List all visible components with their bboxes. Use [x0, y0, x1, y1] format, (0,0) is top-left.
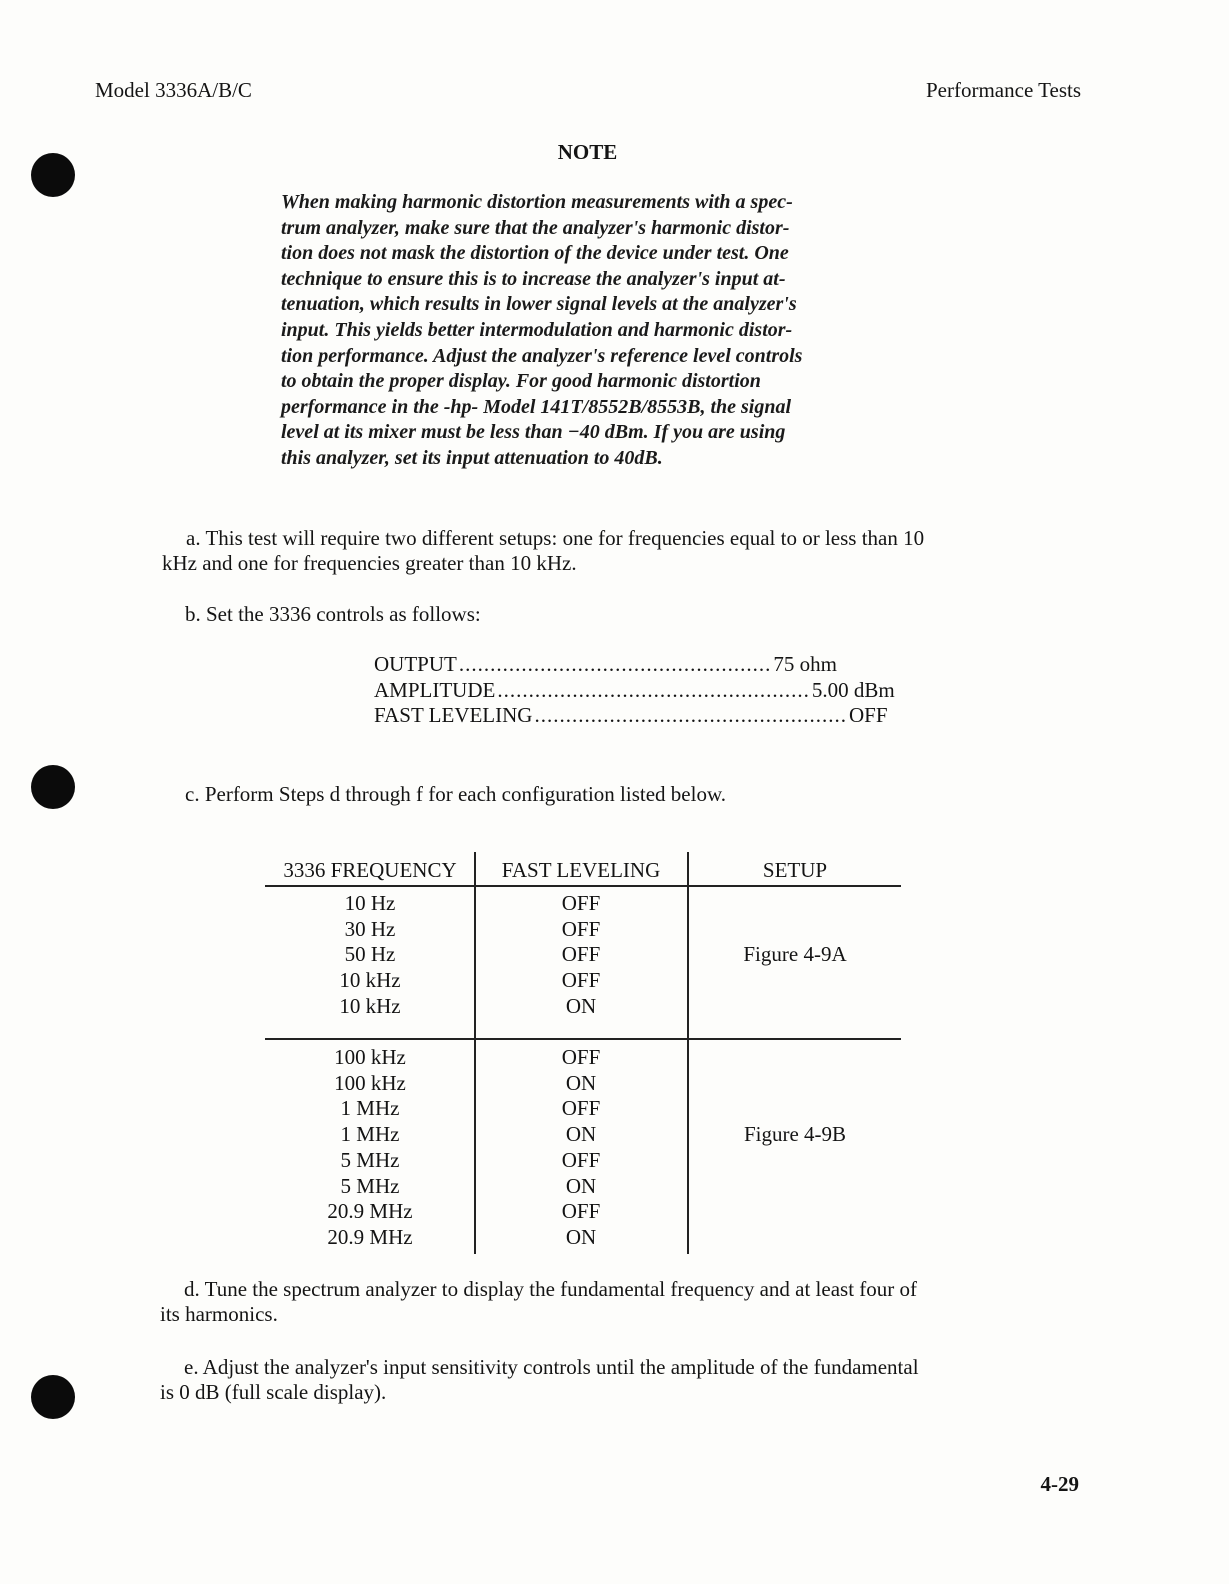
table-header-setup: SETUP [762, 858, 828, 882]
group2-frequencies [266, 1045, 474, 1251]
step-d-line2: its harmonics. [160, 1302, 278, 1326]
table-cell: ON [565, 1070, 597, 1095]
table-cell: OFF [561, 1096, 601, 1121]
setting-output [374, 652, 837, 678]
note-line: to obtain the proper display. For good harmonic distortion [281, 370, 761, 393]
table-header-fast-leveling: FAST LEVELING [501, 858, 661, 882]
table-cell: ON [565, 1173, 597, 1198]
table-cell: 10 Hz [344, 891, 396, 915]
header-section: Performance Tests [925, 78, 1081, 102]
note-line: level at its mixer must be less than −40 dBm. If you are using [281, 421, 786, 444]
settings-list [374, 652, 895, 729]
punch-hole-middle [31, 765, 75, 809]
table-header-rule [265, 885, 901, 887]
table-cell: 30 Hz [344, 916, 396, 941]
table-cell: OFF [561, 942, 601, 967]
leader-dots: .................................................. [458, 652, 772, 676]
table-vertical-rule-2 [687, 852, 689, 1254]
group1-frequencies [266, 891, 474, 1020]
table-cell: 1 MHz [340, 1122, 400, 1147]
table-cell: OFF [561, 968, 601, 993]
table-cell: OFF [561, 1147, 601, 1172]
page-number: 4-29 [1040, 1472, 1079, 1496]
step-c: c. Perform Steps d through f for each configuration listed below. [185, 782, 726, 806]
note-line: technique to ensure this is to increase the analyzer's input at- [281, 267, 786, 290]
table-cell: 20.9 MHz [327, 1224, 413, 1249]
step-d-line1: d. Tune the spectrum analyzer to display the fundamental frequency and at least four of [184, 1277, 918, 1301]
table-cell: ON [565, 1224, 597, 1249]
step-a [162, 526, 924, 576]
note-line: input. This yields better intermodulation and harmonic distor- [281, 318, 793, 341]
table-group-rule [265, 1038, 901, 1040]
step-e [160, 1355, 919, 1405]
group1-setup: Figure 4-9A [743, 942, 847, 966]
group2-setup: Figure 4-9B [743, 1122, 847, 1146]
note-body [281, 190, 901, 472]
table-cell: OFF [561, 1045, 601, 1069]
table-cell: OFF [561, 916, 601, 941]
step-e-line1: e. Adjust the analyzer's input sensitivity controls until the amplitude of the fundamental [184, 1355, 919, 1379]
note-line: trum analyzer, make sure that the analyzer's harmonic distor- [281, 216, 790, 239]
punch-hole-bottom [31, 1375, 75, 1419]
setting-value: 75 ohm [773, 652, 837, 676]
table-cell: ON [565, 993, 597, 1018]
table-header-frequency: 3336 FREQUENCY [283, 858, 457, 882]
table-cell: 20.9 MHz [327, 1199, 413, 1224]
step-e-line2: is 0 dB (full scale display). [160, 1380, 387, 1404]
table-cell: 10 kHz [339, 993, 401, 1018]
note-line: tion does not mask the distortion of the device under test. One [281, 242, 789, 265]
table-cell: 50 Hz [344, 942, 396, 967]
step-a-line2: kHz and one for frequencies greater than 10 kHz. [162, 551, 577, 575]
group1-leveling [476, 891, 686, 1020]
note-title: NOTE [557, 140, 618, 164]
table-cell: ON [565, 1122, 597, 1147]
setting-value: OFF [848, 703, 888, 727]
table-cell: 100 kHz [334, 1070, 406, 1095]
table-cell: 5 MHz [340, 1173, 400, 1198]
table-cell: 10 kHz [339, 968, 401, 993]
setting-fast-leveling [374, 703, 888, 729]
note-line: this analyzer, set its input attenuation to 40dB. [281, 446, 663, 469]
step-b: b. Set the 3336 controls as follows: [185, 602, 481, 626]
table-cell: 1 MHz [340, 1096, 400, 1121]
note-line: tenuation, which results in lower signal levels at the analyzer's [281, 293, 797, 316]
setting-value: 5.00 dBm [811, 677, 895, 702]
note-line: When making harmonic distortion measurements with a spec- [281, 191, 793, 213]
table-cell: 5 MHz [340, 1147, 400, 1172]
setting-name: FAST LEVELING [374, 703, 533, 727]
setting-name: AMPLITUDE [374, 677, 496, 702]
table-cell: 100 kHz [334, 1045, 406, 1069]
table-cell: OFF [561, 1199, 601, 1224]
group2-leveling [476, 1045, 686, 1251]
setting-amplitude [374, 677, 895, 704]
header-model: Model 3336A/B/C [95, 78, 252, 102]
step-d [160, 1277, 917, 1327]
setting-name: OUTPUT [374, 652, 457, 676]
note-line: tion performance. Adjust the analyzer's reference level controls [281, 344, 803, 367]
note-line: performance in the -hp- Model 141T/8552B/8553B, the signal [281, 395, 792, 418]
step-a-line1: a. This test will require two different setups: one for frequencies equal to or less than 10 [186, 526, 925, 550]
leader-dots: .................................................. [534, 703, 847, 727]
leader-dots: .................................................. [497, 677, 810, 702]
table-cell: OFF [561, 891, 601, 915]
